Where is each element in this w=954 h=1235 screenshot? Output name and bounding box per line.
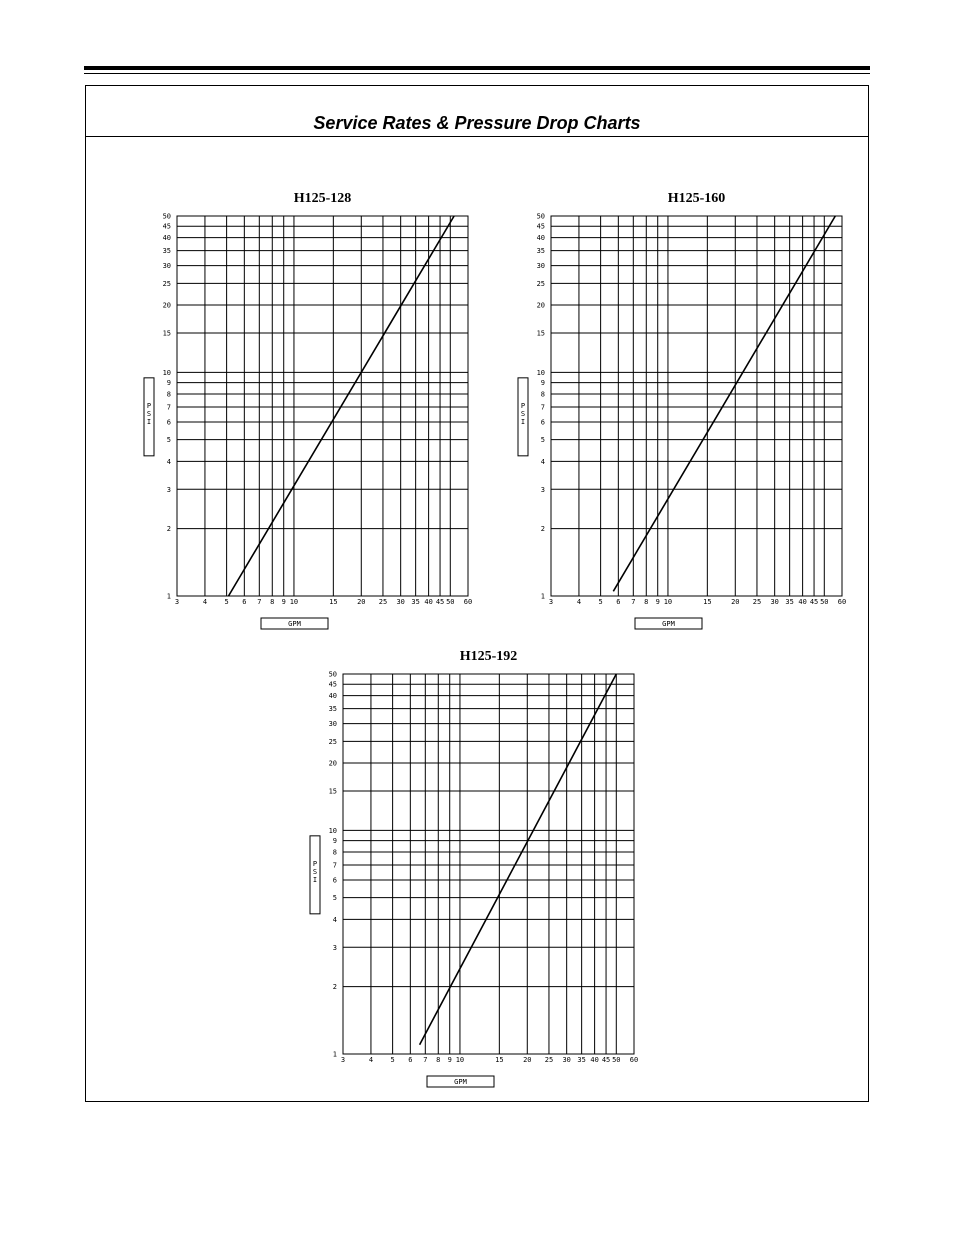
y-tick-label: 6 (540, 418, 545, 427)
x-tick-label: 35 (577, 1056, 586, 1064)
y-tick-label: 35 (536, 247, 545, 256)
x-tick-label: 45 (435, 598, 445, 606)
y-tick-label: 9 (332, 837, 337, 846)
x-tick-label: 7 (257, 598, 262, 606)
y-tick-label: 45 (536, 222, 545, 231)
y-tick-label: 3 (166, 485, 171, 494)
x-tick-label: 40 (424, 598, 433, 606)
y-tick-label: 30 (536, 262, 545, 271)
x-tick-label: 7 (631, 598, 636, 606)
y-tick-label: 6 (332, 876, 337, 885)
x-tick-label: 6 (408, 1056, 413, 1064)
x-tick-label: 30 (770, 598, 779, 606)
x-tick-label: 3 (340, 1056, 346, 1064)
plot-frame (551, 216, 842, 596)
chart-title: H125-192 (459, 649, 518, 664)
chart-title: H125-160 (667, 191, 726, 206)
y-tick-label: 10 (328, 826, 337, 835)
plot-frame (343, 674, 634, 1054)
x-tick-label: 6 (616, 598, 621, 606)
chart-2 (518, 191, 846, 629)
x-tick-label: 10 (289, 598, 299, 606)
y-tick-label: 50 (328, 670, 337, 679)
x-tick-label: 35 (785, 598, 794, 606)
x-tick-label: 50 (820, 598, 829, 606)
y-tick-label: 5 (166, 436, 171, 445)
y-tick-label: 15 (536, 329, 545, 338)
x-tick-label: 50 (612, 1056, 621, 1064)
chart-3 (310, 649, 638, 1087)
y-tick-label: 40 (162, 234, 171, 243)
x-tick-label: 9 (281, 598, 286, 606)
y-tick-label: 2 (332, 983, 337, 992)
y-tick-label: 30 (328, 720, 337, 729)
pressure-drop-line (229, 216, 455, 596)
x-tick-label: 4 (202, 598, 208, 606)
x-tick-label: 50 (446, 598, 455, 606)
y-tick-label: 40 (328, 692, 337, 701)
y-tick-label: 1 (166, 592, 171, 601)
x-tick-label: 8 (436, 1056, 441, 1064)
y-tick-label: 3 (540, 485, 545, 494)
y-tick-label: 10 (536, 368, 545, 377)
x-tick-label: 30 (396, 598, 405, 606)
x-tick-label: 60 (629, 1056, 639, 1064)
y-tick-label: 20 (162, 301, 171, 310)
x-tick-label: 20 (523, 1056, 532, 1064)
y-tick-label: 40 (536, 234, 545, 243)
y-tick-label: 5 (332, 894, 337, 903)
x-tick-label: 60 (837, 598, 847, 606)
x-tick-label: 8 (270, 598, 275, 606)
x-tick-label: 45 (809, 598, 819, 606)
y-tick-label: 15 (328, 787, 337, 796)
x-tick-label: 5 (390, 1056, 395, 1064)
plot-frame (177, 216, 468, 596)
y-tick-label: 15 (162, 329, 171, 338)
y-tick-label: 20 (328, 759, 337, 768)
x-tick-label: 4 (576, 598, 582, 606)
y-tick-label: 45 (162, 222, 171, 231)
y-tick-label: 25 (162, 279, 171, 288)
pressure-drop-line (420, 674, 617, 1045)
chart-title: H125-128 (293, 191, 352, 206)
x-tick-label: 45 (601, 1056, 611, 1064)
x-tick-label: 10 (455, 1056, 465, 1064)
y-tick-label: 1 (540, 592, 545, 601)
y-tick-label: 10 (162, 368, 171, 377)
x-tick-label: 4 (368, 1056, 374, 1064)
y-tick-label: 3 (332, 943, 337, 952)
x-tick-label: 5 (224, 598, 229, 606)
x-tick-label: 60 (463, 598, 473, 606)
y-tick-label: 45 (328, 680, 337, 689)
y-tick-label: 30 (162, 262, 171, 271)
x-tick-label: 8 (644, 598, 649, 606)
y-axis-label: P S I (520, 401, 526, 426)
x-tick-label: 40 (798, 598, 807, 606)
y-tick-label: 20 (536, 301, 545, 310)
y-tick-label: 35 (328, 705, 337, 714)
x-tick-label: 9 (447, 1056, 452, 1064)
page-title: Service Rates & Pressure Drop Charts (313, 113, 641, 133)
x-tick-label: 3 (174, 598, 180, 606)
y-tick-label: 7 (540, 403, 545, 412)
x-tick-label: 6 (242, 598, 247, 606)
y-tick-label: 25 (328, 737, 337, 746)
y-tick-label: 7 (332, 861, 337, 870)
y-tick-label: 8 (166, 390, 171, 399)
x-tick-label: 35 (411, 598, 420, 606)
y-tick-label: 6 (166, 418, 171, 427)
y-tick-label: 50 (536, 212, 545, 221)
x-tick-label: 5 (598, 598, 603, 606)
x-axis-label: GPM (454, 1078, 467, 1086)
x-tick-label: 30 (562, 1056, 571, 1064)
y-tick-label: 4 (166, 457, 171, 466)
y-tick-label: 1 (332, 1050, 337, 1059)
x-tick-label: 7 (423, 1056, 428, 1064)
x-tick-label: 3 (548, 598, 554, 606)
y-tick-label: 7 (166, 403, 171, 412)
x-tick-label: 15 (329, 598, 338, 606)
y-tick-label: 8 (332, 848, 337, 857)
y-tick-label: 9 (540, 379, 545, 388)
x-axis-label: GPM (288, 620, 301, 628)
y-tick-label: 2 (540, 525, 545, 534)
y-tick-label: 8 (540, 390, 545, 399)
y-tick-label: 4 (332, 915, 337, 924)
x-axis-label: GPM (662, 620, 675, 628)
x-tick-label: 9 (655, 598, 660, 606)
x-tick-label: 15 (703, 598, 712, 606)
chart-1 (144, 191, 472, 629)
y-tick-label: 4 (540, 457, 545, 466)
x-tick-label: 20 (357, 598, 366, 606)
y-tick-label: 5 (540, 436, 545, 445)
y-tick-label: 25 (536, 279, 545, 288)
x-tick-label: 25 (752, 598, 762, 606)
y-axis-label: P S I (312, 859, 318, 884)
y-tick-label: 50 (162, 212, 171, 221)
y-tick-label: 2 (166, 525, 171, 534)
y-axis-label: P S I (146, 401, 152, 426)
x-tick-label: 10 (663, 598, 673, 606)
x-tick-label: 25 (544, 1056, 554, 1064)
x-tick-label: 20 (731, 598, 740, 606)
y-tick-label: 35 (162, 247, 171, 256)
x-tick-label: 15 (495, 1056, 504, 1064)
x-tick-label: 40 (590, 1056, 599, 1064)
x-tick-label: 25 (378, 598, 388, 606)
y-tick-label: 9 (166, 379, 171, 388)
